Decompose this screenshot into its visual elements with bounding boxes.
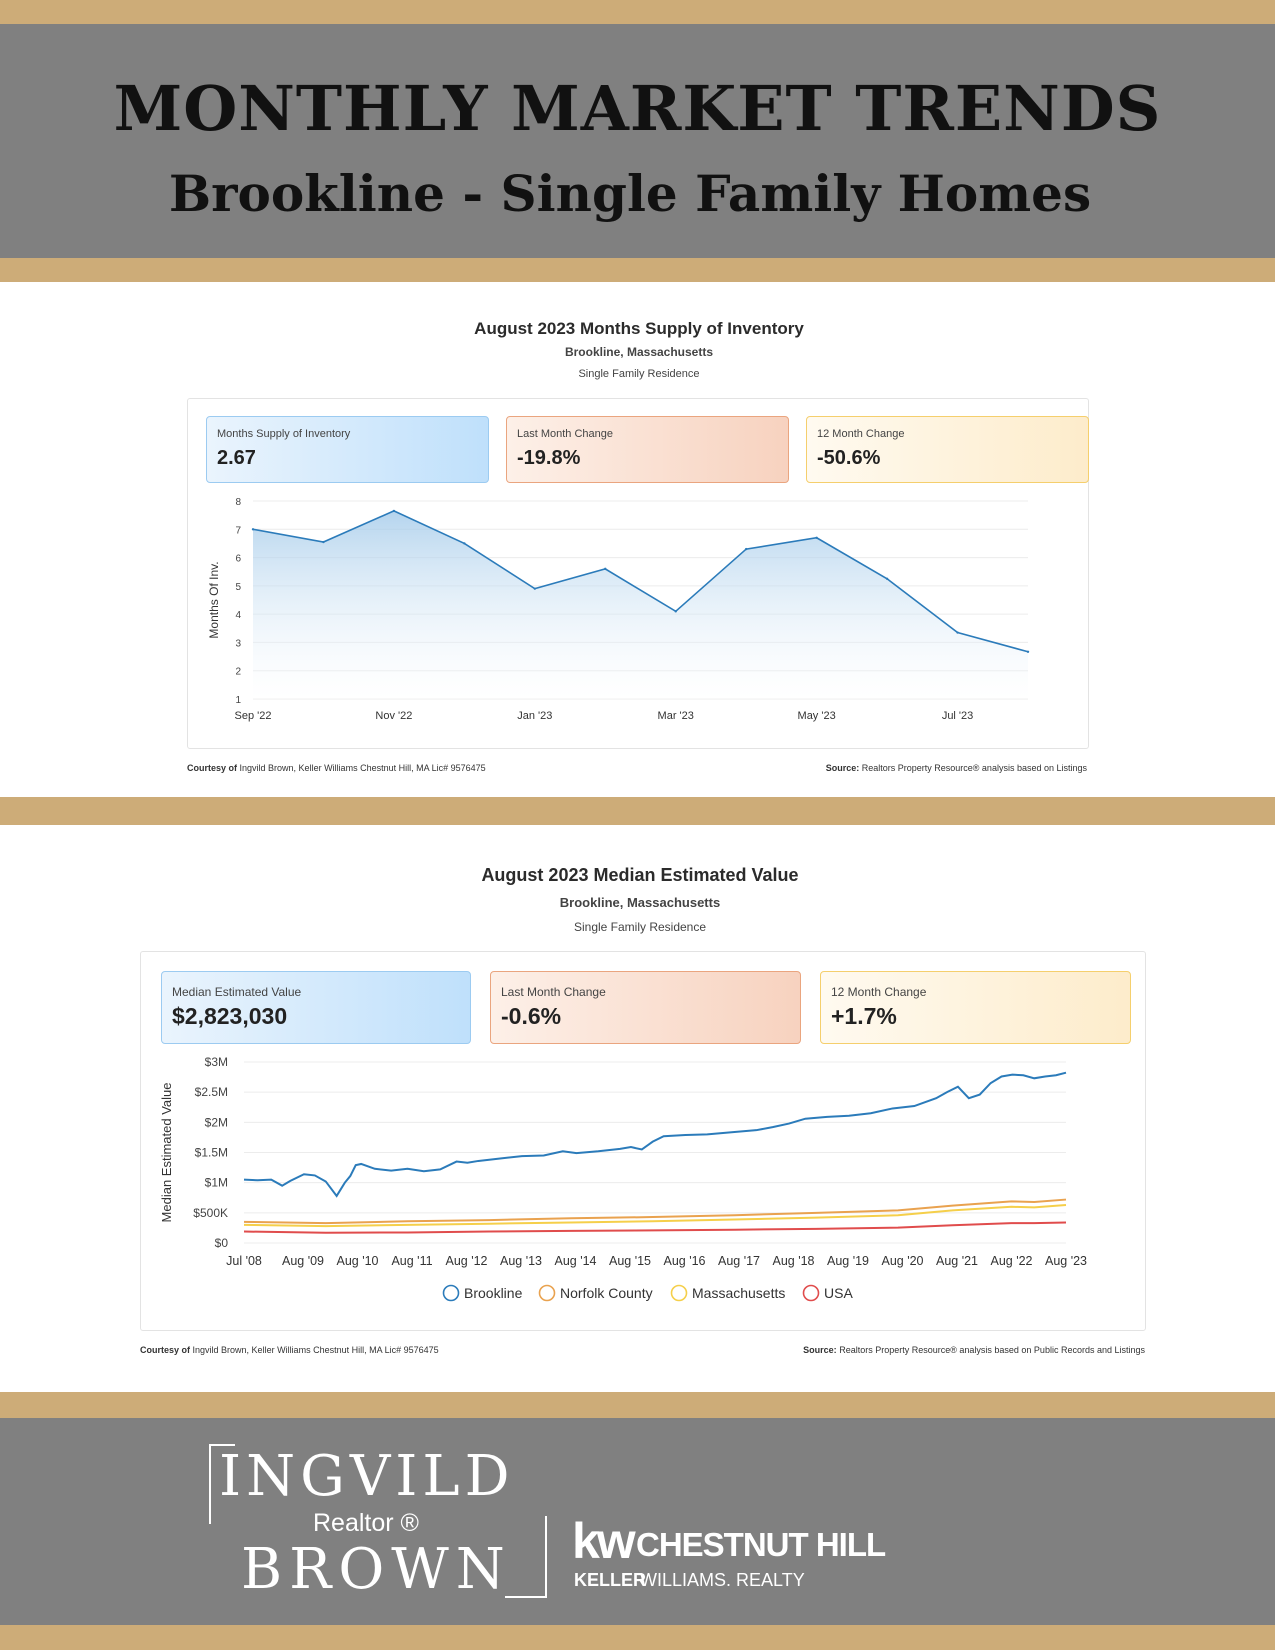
kpi-months-supply-label: Months Supply of Inventory [217, 428, 351, 440]
inventory-source-text: Realtors Property Resource® analysis based on Listings [861, 763, 1087, 773]
legend-marker-usa [804, 1286, 819, 1301]
inventory-line-chart [188, 489, 1088, 749]
inventory-chart-frame [187, 398, 1089, 749]
legend-label-norfolk-county: Norfolk County [560, 1285, 653, 1301]
middle-gold-band [0, 797, 1275, 825]
page-title: MONTHLY MARKET TRENDS [113, 72, 1162, 145]
inventory-x-tick-label: Jan '23 [517, 710, 553, 722]
value-x-tick-label: Aug '16 [663, 1254, 706, 1268]
inventory-y-tick-label: 4 [235, 610, 241, 622]
value-chart-location: Brookline, Massachusetts [559, 895, 721, 910]
value-series-line-brookline [244, 1073, 1066, 1196]
inventory-data-point [252, 528, 254, 530]
footer-gold-band [0, 1392, 1275, 1418]
header-gold-band [0, 258, 1275, 282]
value-chart-property-type: Single Family Residence [573, 920, 707, 934]
inventory-y-tick-label: 3 [235, 638, 241, 650]
inventory-area-fill [253, 511, 1028, 699]
inventory-chart-property-type: Single Family Residence [578, 368, 700, 380]
value-source-label: Source: [803, 1345, 837, 1355]
kpi-12-month-change [806, 416, 1089, 483]
inventory-x-tick-label: May '23 [797, 710, 836, 722]
inventory-data-point [463, 542, 465, 544]
inventory-y-tick-label: 8 [235, 497, 241, 508]
value-x-tick-label: Aug '18 [772, 1254, 815, 1268]
kpi-months-supply [206, 416, 489, 483]
inventory-chart-location: Brookline, Massachusetts [564, 345, 714, 359]
kpi-value-last-month-change [490, 971, 801, 1044]
kpi-last-month-change-value: -19.8% [517, 447, 581, 469]
inventory-data-point [675, 610, 677, 612]
value-x-tick-label: Aug '15 [609, 1254, 652, 1268]
legend-label-brookline: Brookline [464, 1285, 523, 1301]
logo-last-name: BROWN [241, 1537, 512, 1602]
value-x-tick-label: Aug '20 [881, 1254, 924, 1268]
value-courtesy-label: Courtesy of [140, 1345, 191, 1355]
ingvild-brown-logo [205, 1440, 550, 1600]
inventory-data-point [956, 631, 958, 633]
value-line-chart [141, 1052, 1145, 1328]
value-y-tick-label: $1.5M [194, 1145, 228, 1160]
inventory-data-point [534, 587, 536, 589]
kw-office-name: CHESTNUT HILL [636, 1526, 886, 1563]
value-chart-title: August 2023 Median Estimated Value [481, 865, 799, 885]
value-y-tick-label: $1M [204, 1175, 228, 1190]
kpi-12-month-change-label: 12 Month Change [817, 428, 905, 440]
kw-brand-bold: KELLER [574, 1570, 646, 1590]
value-x-tick-label: Aug '17 [718, 1254, 761, 1268]
kpi-last-month-change [506, 416, 789, 483]
kpi-last-month-change-label: Last Month Change [517, 428, 614, 440]
logo-frame-left [209, 1444, 211, 1524]
inventory-x-tick-label: Mar '23 [657, 710, 694, 722]
value-chart-panel [135, 845, 1145, 1375]
legend-marker-massachusetts [672, 1286, 687, 1301]
kpi-value-last-month-change-value: -0.6% [501, 1003, 562, 1029]
inventory-data-point [393, 510, 395, 512]
value-series-line-usa [244, 1222, 1066, 1232]
kpi-value-last-month-change-label: Last Month Change [501, 985, 606, 999]
inventory-courtesy-text: Ingvild Brown, Keller Williams Chestnut Hill, MA Lic# 9576475 [239, 763, 486, 773]
bottom-gold-band [0, 1625, 1275, 1650]
value-source [803, 1345, 1145, 1355]
inventory-y-tick-label: 1 [235, 695, 241, 706]
value-y-tick-label: $2.5M [194, 1085, 228, 1100]
page-subtitle: Brookline - Single Family Homes [168, 164, 1092, 223]
value-x-tick-label: Jul '08 [226, 1254, 262, 1268]
value-y-tick-label: $500K [193, 1205, 228, 1220]
inventory-data-point [1027, 651, 1029, 653]
inventory-data-point [322, 541, 324, 543]
kpi-median-value-value: $2,823,030 [172, 1003, 288, 1029]
kpi-value-12-month-change-value: +1.7% [831, 1003, 897, 1029]
value-x-tick-label: Aug '21 [935, 1254, 979, 1268]
value-x-tick-label: Aug '23 [1044, 1254, 1088, 1268]
inventory-source [826, 763, 1087, 773]
value-chart-frame [140, 951, 1146, 1331]
top-gold-band [0, 0, 1275, 24]
inventory-data-point [886, 578, 888, 580]
legend-label-usa: USA [824, 1285, 853, 1301]
kw-chestnut-hill-logo [572, 1513, 892, 1600]
value-x-tick-label: Aug '22 [990, 1254, 1033, 1268]
inventory-y-tick-label: 6 [235, 553, 241, 565]
inventory-y-tick-label: 7 [235, 525, 241, 537]
inventory-data-point [815, 537, 817, 539]
kw-mark: kw [572, 1513, 633, 1569]
inventory-y-tick-label: 2 [235, 666, 241, 678]
inventory-source-label: Source: [825, 763, 860, 773]
inventory-data-point [604, 568, 606, 570]
logo-frame-right [545, 1516, 547, 1598]
inventory-x-tick-label: Sep '22 [234, 710, 272, 722]
value-x-tick-label: Aug '12 [445, 1254, 488, 1268]
inventory-x-tick-label: Nov '22 [375, 710, 413, 722]
logo-realtor: Realtor ® [313, 1509, 419, 1537]
legend-marker-norfolk-county [540, 1286, 555, 1301]
inventory-data-point [745, 548, 747, 550]
kpi-median-value [161, 971, 471, 1044]
kpi-value-12-month-change [820, 971, 1131, 1044]
value-y-axis-label: Median Estimated Value [159, 1082, 174, 1223]
value-x-tick-label: Aug '13 [500, 1254, 543, 1268]
legend-marker-brookline [444, 1286, 459, 1301]
value-y-tick-label: $0 [214, 1236, 228, 1250]
value-y-tick-label: $2M [204, 1115, 228, 1130]
inventory-courtesy-label: Courtesy of [187, 763, 238, 773]
kpi-value-12-month-change-label: 12 Month Change [831, 985, 927, 999]
inventory-courtesy [187, 763, 486, 773]
value-courtesy-text: Ingvild Brown, Keller Williams Chestnut Hill, MA Lic# 9576475 [192, 1345, 439, 1355]
inventory-x-tick-label: Jul '23 [941, 710, 974, 722]
kpi-months-supply-value: 2.67 [217, 447, 256, 469]
value-y-tick-label: $3M [204, 1055, 228, 1069]
inventory-chart-panel [168, 295, 1110, 798]
value-x-tick-label: Aug '10 [336, 1254, 379, 1268]
inventory-y-tick-label: 5 [235, 581, 241, 593]
value-x-tick-label: Aug '11 [391, 1254, 433, 1268]
inventory-y-axis-label: Months Of Inv. [207, 561, 221, 639]
value-x-tick-label: Aug '19 [826, 1254, 870, 1268]
kw-brand-rest: WILLIAMS. REALTY [640, 1570, 805, 1590]
kpi-median-value-label: Median Estimated Value [172, 985, 302, 999]
kpi-12-month-change-value: -50.6% [817, 447, 881, 469]
value-courtesy [140, 1345, 439, 1355]
value-x-tick-label: Aug '14 [554, 1254, 597, 1268]
legend-label-massachusetts: Massachusetts [692, 1285, 786, 1301]
value-source-text: Realtors Property Resource® analysis based on Public Records and Listings [839, 1345, 1145, 1355]
logo-first-name: INGVILD [219, 1444, 515, 1509]
value-x-tick-label: Aug '09 [282, 1254, 325, 1268]
inventory-chart-title: August 2023 Months Supply of Inventory [474, 319, 804, 338]
